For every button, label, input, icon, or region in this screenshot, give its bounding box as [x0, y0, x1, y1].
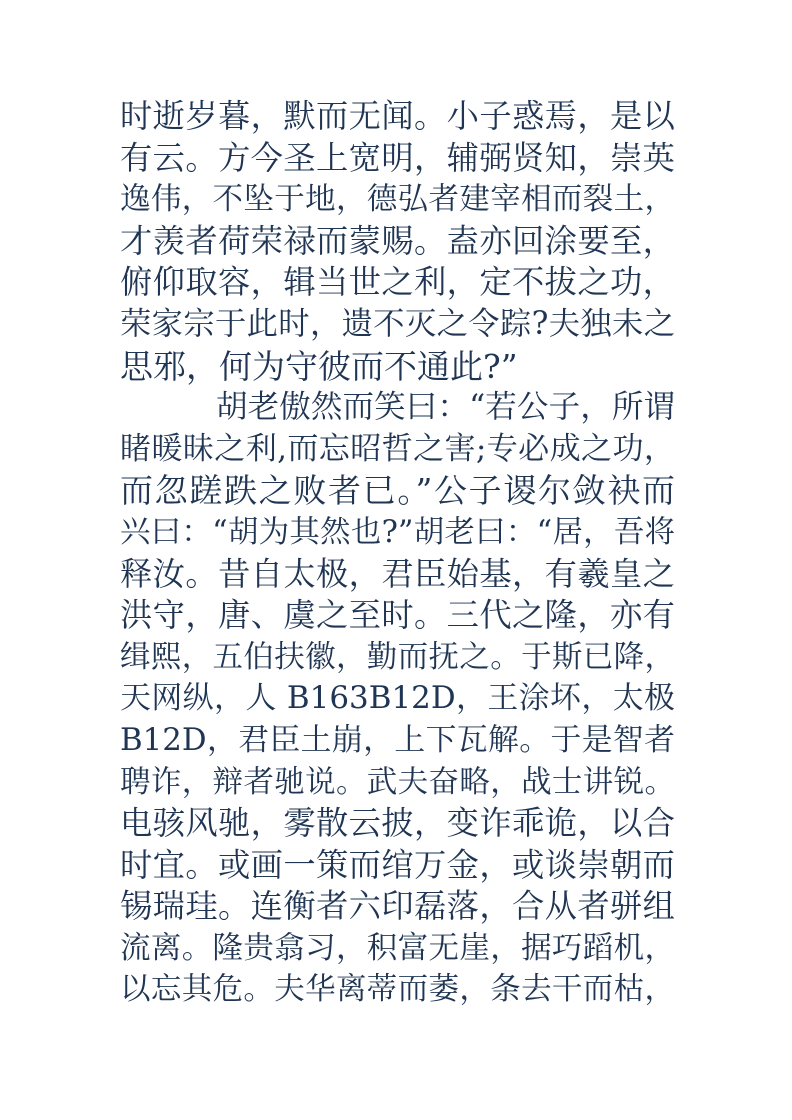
text-line: 天网纵，人 B163B12D，王涂坏，太极 [120, 680, 675, 717]
text-line: 荣家宗于此时，遗不灭之令踪?夫独未之 [120, 305, 675, 342]
paragraph-end-line: 思邪，何为守彼而不通此?” [120, 346, 518, 386]
text-line: 才羡者荷荣禄而蒙赐。盍亦回涂要至， [120, 221, 675, 260]
text-line: 有云。方今圣上宽明，辅弼贤知，崇英 [120, 138, 675, 177]
text-line: 时逝岁暮，默而无闻。小子惑焉，是以 [120, 97, 675, 135]
paragraph-start-line: 胡老傲然而笑曰：“若公子，所谓 [216, 389, 675, 426]
text-line: 逸伟，不坠于地，德弘者建宰相而裂土， [120, 182, 675, 218]
text-line: 睹暖昧之利,而忘昭哲之害;专必成之功， [120, 430, 675, 467]
text-line: 缉熙，五伯扶徽，勤而抚之。于斯已降， [120, 639, 675, 675]
text-line: 电骇风驰，雾散云披，变诈乖诡，以合 [120, 804, 675, 843]
text-line: 兴曰：“胡为其然也?”胡老曰：“居，吾将 [120, 514, 675, 550]
text-line: 俯仰取容，辑当世之利，定不拔之功， [120, 263, 675, 302]
text-line: 流离。隆贵翕习，积富无崖，据巧蹈机， [120, 930, 675, 966]
text-line: 洪守，唐、虞之至时。三代之隆，亦有 [120, 596, 675, 635]
body-text [120, 96, 675, 1011]
text-line: 释汝。昔自太极，君臣始基，有羲皇之 [120, 554, 675, 593]
text-line: 锡瑞珪。连衡者六印磊落，合从者骈组 [120, 887, 675, 926]
text-line: B12D，君臣土崩，上下瓦解。于是智者 [120, 721, 675, 758]
text-line: 而忽蹉跌之败者已。”公子谡尔敛袂而 [120, 471, 675, 511]
text-line: 聘诈，辩者驰说。武夫奋略，战士讲锐。 [120, 764, 675, 800]
text-line: 时宜。或画一策而绾万金，或谈崇朝而 [120, 845, 675, 884]
text-line: 以忘其危。夫华离蒂而萎，条去干而枯， [120, 972, 675, 1008]
